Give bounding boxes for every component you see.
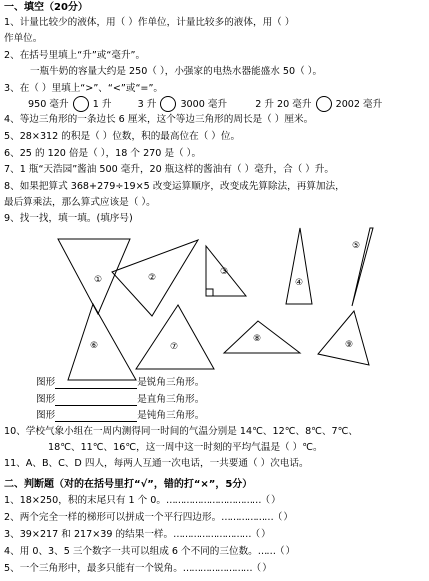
section2-title: 二、判断题（对的在括号里打“√”，错的打“×”，5分） [4, 479, 253, 490]
judge-item-text: 5、一个三角形中，最多只能有一个锐角。 [4, 563, 183, 574]
section1-title: 一、填空（20分） [4, 2, 88, 13]
question-1-cont: 作单位。 [4, 33, 43, 44]
fill-line-text: 是钝角三角形。 [137, 410, 205, 421]
comparison-left-1: 950 毫升 [28, 99, 69, 110]
question-5: 5、28×312 的积是（ ）位数，积的最高位在（ ）位。 [4, 131, 241, 142]
triangle-label-5: ⑤ [351, 241, 361, 251]
judge-item-text: 2、两个完全一样的梯形可以拼成一个平行四边形。 [4, 512, 222, 523]
triangle-9 [318, 311, 369, 365]
comparison-right-1: 1 升 [92, 99, 112, 110]
fill-line-obtuse [36, 410, 204, 422]
judge-item-answer[interactable]: ………………（ ） [221, 512, 292, 523]
judge-item-2 [4, 512, 292, 524]
triangle-5 [352, 228, 373, 306]
triangle-label-9: ⑨ [344, 340, 354, 350]
question-2: 2、在括号里填上“升”或“毫升”。 [4, 50, 146, 61]
judge-item-1 [4, 495, 280, 507]
triangle-4 [286, 228, 312, 304]
fill-line-text: 是锐角三角形。 [137, 377, 205, 388]
triangle-label-2: ② [147, 273, 157, 283]
question-2-cont: 一瓶牛奶的容量大约是 250（ ），小强家的电热水器能盛水 50（ ）。 [30, 66, 323, 77]
question-10: 10、学校气象小组在一周内测得同一时间的气温分别是 14℃、12℃、8℃、7℃、 [4, 426, 359, 437]
triangle-label-6: ⑥ [89, 341, 99, 351]
fill-line-prefix: 图形 [36, 410, 56, 421]
judge-item-answer[interactable]: ……（ ） [257, 546, 295, 557]
judge-item-4 [4, 546, 294, 558]
judge-item-3 [4, 529, 270, 541]
question-10-cont: 18℃、11℃、16℃，这一周中这一时刻的平均气温是（ ）℃。 [48, 442, 323, 453]
judge-item-answer[interactable]: ……………………………（ ） [165, 495, 280, 506]
comparison-right-3: 2002 毫升 [335, 99, 383, 110]
judge-item-answer[interactable]: ………………………（ ） [173, 529, 270, 540]
triangle-label-4: ④ [294, 278, 304, 288]
right-angle-mark-3 [206, 289, 213, 296]
triangle-7 [136, 305, 214, 369]
triangle-6 [68, 304, 136, 380]
fill-line-acute [36, 377, 204, 389]
triangle-label-1: ① [93, 275, 103, 285]
triangle-8 [224, 321, 300, 353]
question-8-cont: 最后算乘法，那么算式应该是（ ）。 [4, 197, 156, 208]
judge-item-text: 4、用 0、3、5 三个数字一共可以组成 6 个不同的三位数。 [4, 546, 258, 557]
question-11: 11、A、B、C、D 四人，每两人互通一次电话，一共要通（ ）次电话。 [4, 458, 309, 469]
judge-item-text: 3、39×217 和 217×39 的结果一样。 [4, 529, 174, 540]
triangle-label-8: ⑧ [252, 334, 262, 344]
answer-blank-right[interactable] [55, 395, 137, 406]
comparison-left-3: 2 升 20 毫升 [255, 99, 312, 110]
judge-item-answer[interactable]: ……………………（ ） [182, 563, 271, 574]
comparison-left-2: 3 升 [137, 99, 157, 110]
question-3: 3、在（ ）里填上“>”、“<”或“=”。 [4, 83, 164, 94]
comparison-right-2: 3000 毫升 [180, 99, 228, 110]
judge-item-5 [4, 563, 271, 575]
fill-line-prefix: 图形 [36, 377, 56, 388]
question-9: 9、找一找，填一填。(填序号) [4, 213, 133, 224]
triangle-label-3: ③ [219, 267, 229, 277]
judge-item-text: 1、18×250，积的末尾只有 1 个 0。 [4, 495, 166, 506]
answer-blank-obtuse[interactable] [55, 411, 137, 422]
triangle-label-7: ⑦ [169, 342, 179, 352]
answer-blank-acute[interactable] [55, 378, 137, 389]
fill-line-text: 是直角三角形。 [137, 394, 205, 405]
question-4: 4、等边三角形的一条边长 6 厘米，这个等边三角形的周长是（ ）厘米。 [4, 114, 314, 125]
question-1: 1、计量比较少的液体，用（ ）作单位，计量比较多的液体，用（ ） [4, 17, 295, 28]
question-8: 8、如果把算式 368+279÷19×5 改变运算顺序，改变成先算除法，再算加法， [4, 181, 345, 192]
fill-line-prefix: 图形 [36, 394, 56, 405]
question-7: 7、1 瓶“天浩园”酱油 500 毫升，20 瓶这样的酱油有（ ）毫升，合（ ）升。 [4, 164, 334, 175]
fill-line-right [36, 394, 204, 406]
question-6: 6、25 的 120 倍是（ ），18 个 270 是（ ）。 [4, 148, 202, 159]
